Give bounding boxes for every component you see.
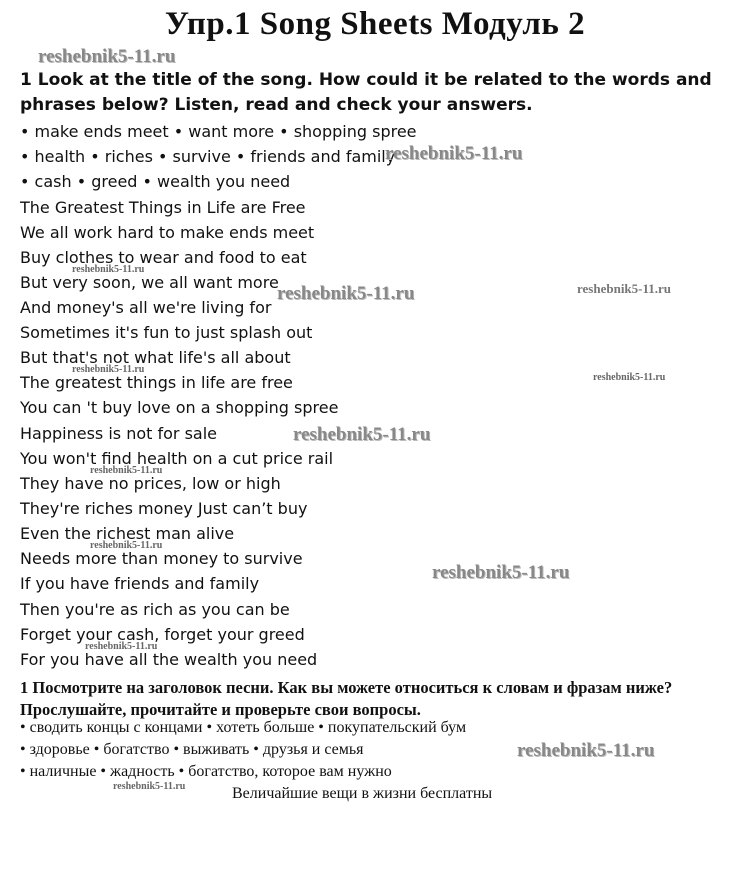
lyric-line: They're riches money Just can’t buy (20, 499, 308, 518)
watermark: reshebnik5-11.ru (72, 264, 145, 275)
watermark: reshebnik5-11.ru (517, 740, 655, 761)
watermark: reshebnik5-11.ru (593, 372, 666, 383)
page-title: Упр.1 Song Sheets Модуль 2 (164, 6, 586, 42)
keywords-en-line-2: • health • riches • survive • friends and family (20, 147, 396, 166)
song-title: The Greatest Things in Life are Free (20, 198, 306, 217)
lyric-line: Needs more than money to survive (20, 549, 303, 568)
watermark: reshebnik5-11.ru (113, 781, 186, 792)
watermark: reshebnik5-11.ru (90, 540, 163, 551)
keywords-ru-line-1: • сводить концы с концами • хотеть больше • покупательский бум (20, 719, 467, 736)
lyric-line: Then you're as rich as you can be (20, 600, 290, 619)
watermark: reshebnik5-11.ru (432, 562, 570, 583)
task-instruction-en: 1 Look at the title of the song. How could it be related to the words and phrases below? Listen, read and check your answers. (20, 70, 712, 115)
watermark: reshebnik5-11.ru (72, 364, 145, 375)
watermark: reshebnik5-11.ru (38, 46, 176, 67)
translation-title: Величайшие вещи в жизни бесплатны (232, 785, 493, 802)
lyric-line: You won't find health on a cut price rail (20, 449, 334, 468)
keywords-en-line-3: • cash • greed • wealth you need (20, 172, 291, 191)
keywords-ru-line-2: • здоровье • богатство • выживать • друзья и семья (20, 741, 364, 758)
lyric-line: Even the richest man alive (20, 524, 235, 543)
lyric-line: They have no prices, low or high (20, 474, 281, 493)
lyric-line: For you have all the wealth you need (20, 650, 318, 669)
task-instruction-ru: 1 Посмотрите на заголовок песни. Как вы можете относиться к словам и фразам ниже? Прослушайте, прочитайте и проверьте свои вопросы. (20, 678, 673, 719)
lyric-line: But that's not what life's all about (20, 348, 291, 367)
lyric-line: You can 't buy love on a shopping spree (20, 398, 339, 417)
lyric-line: If you have friends and family (20, 574, 260, 593)
keywords-en-line-1: • make ends meet • want more • shopping spree (20, 122, 417, 141)
watermark: reshebnik5-11.ru (385, 143, 523, 164)
watermark: reshebnik5-11.ru (90, 465, 163, 476)
keywords-ru-line-3: • наличные • жадность • богатство, которое вам нужно (20, 763, 392, 780)
lyric-line: Happiness is not for sale (20, 424, 218, 443)
watermark: reshebnik5-11.ru (277, 283, 415, 304)
lyric-line: Sometimes it's fun to just splash out (20, 323, 313, 342)
lyric-line: But very soon, we all want more (20, 273, 279, 292)
watermark: reshebnik5-11.ru (577, 281, 672, 296)
lyric-line: We all work hard to make ends meet (20, 223, 315, 242)
lyric-line: And money's all we're living for (20, 298, 272, 317)
lyric-line: Forget your cash, forget your greed (20, 625, 305, 644)
lyric-line: The greatest things in life are free (20, 373, 293, 392)
watermark: reshebnik5-11.ru (293, 424, 431, 445)
watermark: reshebnik5-11.ru (85, 641, 158, 652)
lyric-line: Buy clothes to wear and food to eat (20, 248, 307, 267)
